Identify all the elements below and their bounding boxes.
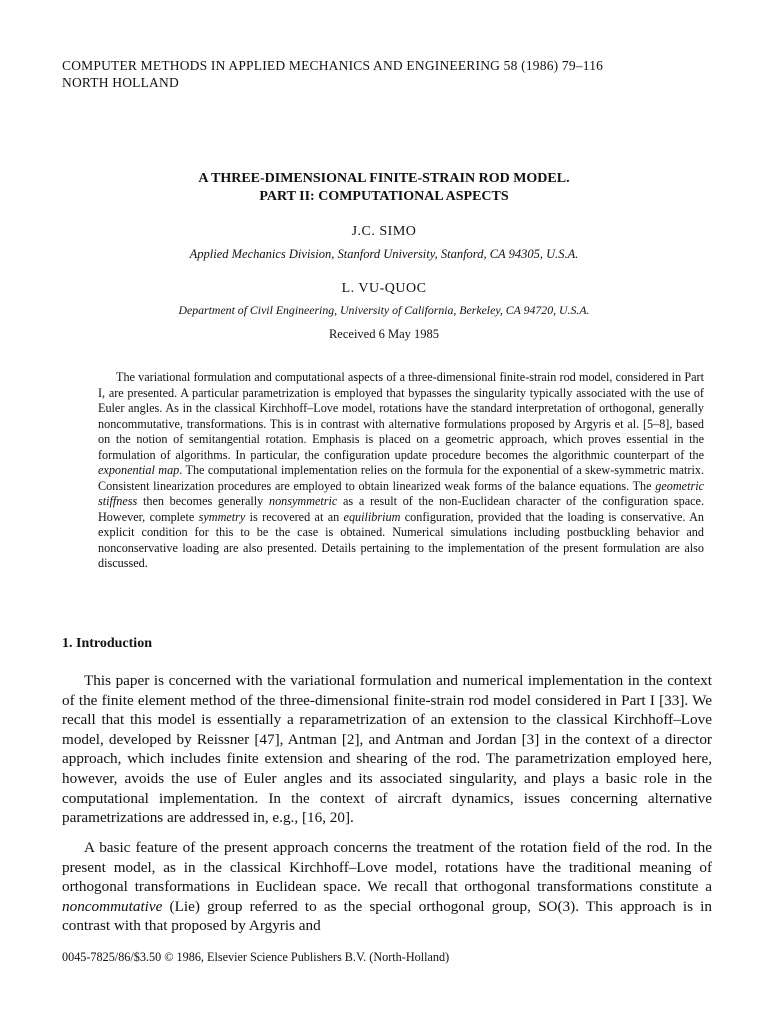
paper-title <box>0 170 768 206</box>
author-name-2: L. VU-QUOC <box>341 281 427 296</box>
publisher-name: NORTH HOLLAND <box>62 75 179 90</box>
title-line-1: A THREE-DIMENSIONAL FINITE-STRAIN ROD MODEL. <box>198 171 570 186</box>
title-line-2: PART II: COMPUTATIONAL ASPECTS <box>259 189 509 204</box>
received-date: Received 6 May 1985 <box>328 327 440 341</box>
author-affiliation-1: Applied Mechanics Division, Stanford University, Stanford, CA 94305, U.S.A. <box>189 247 579 261</box>
journal-header <box>62 57 603 91</box>
copyright-footer: 0045-7825/86/$3.50 © 1986, Elsevier Science Publishers B.V. (North-Holland) <box>62 950 450 964</box>
author-name-1: J.C. SIMO <box>351 224 417 239</box>
intro-paragraph-2: A basic feature of the present approach concerns the treatment of the rotation field of the rod. In the present model, as in the classical Kirchhoff–Love model, rotations have the traditional meaning of orthogonal transformations in Euclidean space. We recall that orthogonal transformations constitute a noncommutative (Lie) group referred to as the special orthogonal group, SO(3). This approach is in contrast with that proposed by Argyris and <box>62 839 712 935</box>
journal-citation: COMPUTER METHODS IN APPLIED MECHANICS AND ENGINEERING 58 (1986) 79–116 <box>62 58 604 73</box>
section-heading-introduction: 1. Introduction <box>62 636 152 651</box>
intro-paragraph-1: This paper is concerned with the variational formulation and numerical implementation in the context of the finite element method of the three-dimensional finite-strain rod model considered in Part I [33]. We recall that this model is essentially a reparametrization of an extension to the classical Kirchhoff–Love model, developed by Reissner [47], Antman [2], and Antman and Jordan [3] in the context of a director approach, which includes finite extension and shearing of the rod. The parametrization employed here, however, avoids the use of Euler angles and its associated singularity, and plays a basic role in the computational implementation. In the context of aircraft dynamics, issues concerning alternative parametrizations are addressed in, e.g., [16, 20]. <box>62 672 712 827</box>
author-affiliation-2: Department of Civil Engineering, University of California, Berkeley, CA 94720, U.S.A. <box>178 303 590 317</box>
abstract: The variational formulation and computational aspects of a three-dimensional finite-strain rod model, considered in Part I, are presented. A particular parametrization is employed that bypasses the singularity typically associated with the use of Euler angles. As in the classical Kirchhoff–Love model, rotations have the standard interpretation of orthogonal, generally noncommutative, transformations. This is in contrast with alternative formulations proposed by Argyris et al. [5–8], based on the notion of semitangential rotation. Emphasis is placed on a geometric approach, which proves essential in the formulation of algorithms. In particular, the configuration update procedure becomes the algorithmic counterpart of the exponential map. The computational implementation relies on the formula for the exponential of a skew-symmetric matrix. Consistent linearization procedures are employed to obtain linearized weak forms of the balance equations. The geometric stiffness then becomes generally nonsymmetric as a result of the non-Euclidean character of the configuration space. However, complete symmetry is recovered at an equilibrium configuration, provided that the loading is conservative. An explicit condition for this to be the case is obtained. Numerical simulations including postbuckling behavior and nonconservative loading are also presented. Details pertaining to the implementation of the present formulation are also discussed. <box>98 370 705 570</box>
